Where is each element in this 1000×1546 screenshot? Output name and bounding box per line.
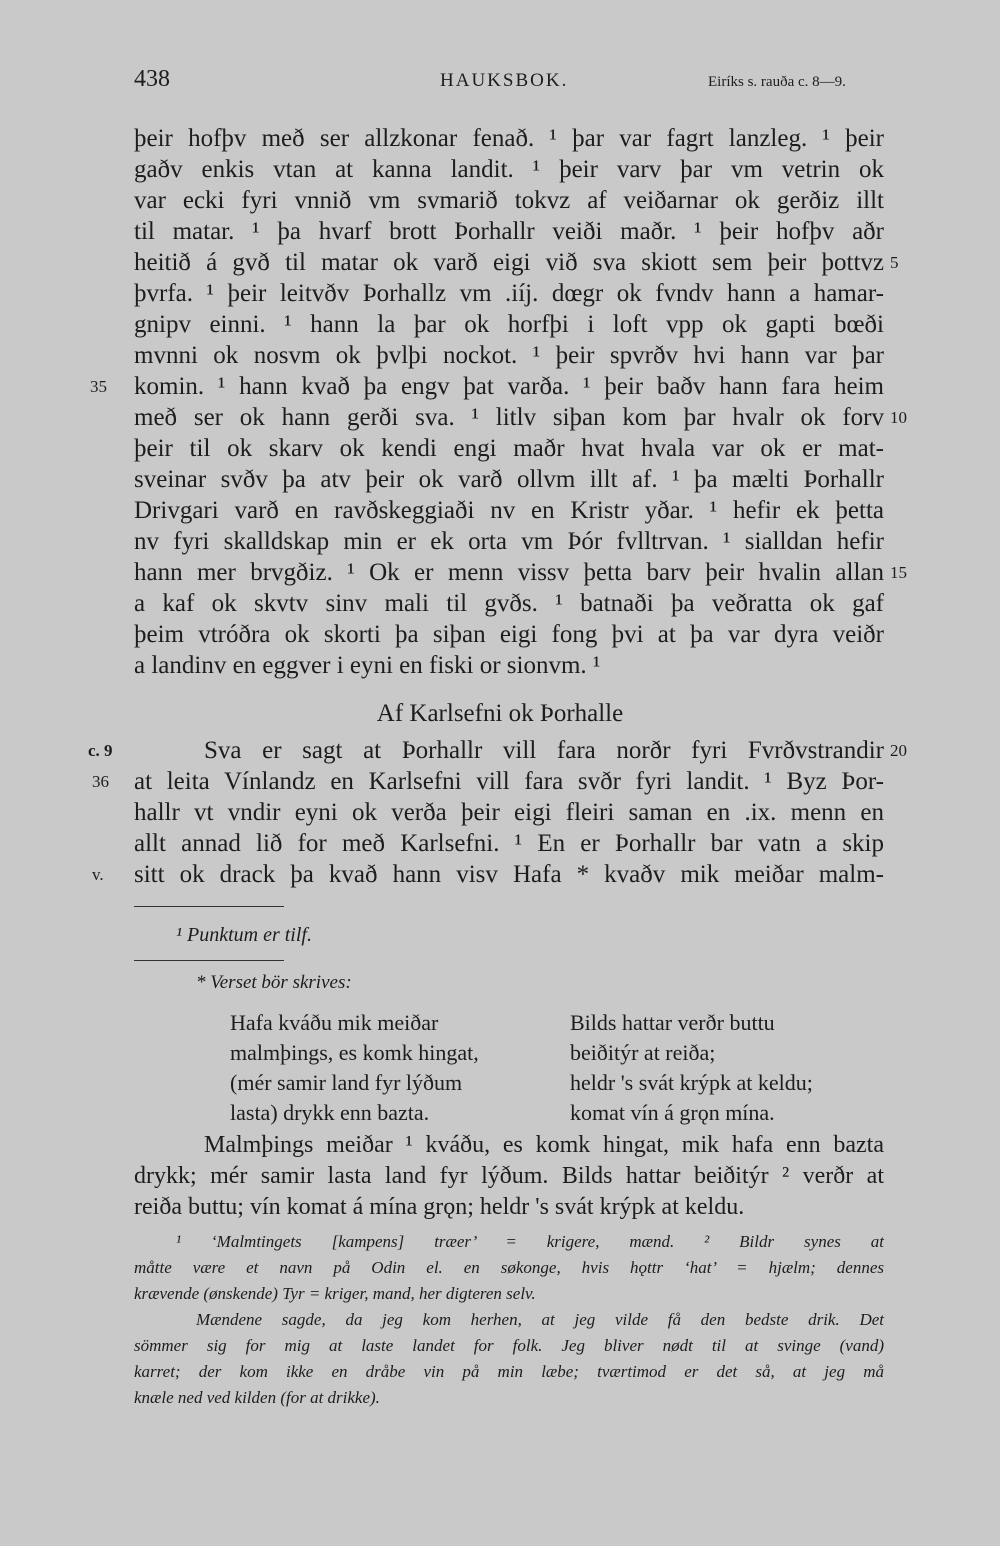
verse-line: beiðitýr at reiða;: [570, 1040, 716, 1065]
section-line: at leita Vínlandz en Karlsefni vill fara svðr fyri landit. ¹ Byz Þor-: [134, 768, 884, 795]
prose-line: drykk; mér samir lasta land fyr lýðum. Bilds hattar beiðitýr ² verðr at: [134, 1163, 884, 1189]
body-line: a kaf ok skvtv sinv mali til gvðs. ¹ batnaði þa veðratta ok gaf: [134, 590, 884, 617]
body-line: nv fyri skalldskap min er ek orta vm Þór fvlltrvan. ¹ sialldan hefir: [134, 528, 884, 555]
prose-line: reiða buttu; vín komat á mína grǫn; heldr 's svát krýpk at keldu.: [134, 1194, 745, 1220]
chapter-reference: Eiríks s. rauða c. 8—9.: [708, 74, 846, 90]
line-number-marker: 20: [890, 741, 907, 760]
line-number-marker: 5: [890, 253, 899, 272]
translation-line: Mændene sagde, da jeg kom herhen, at jeg vilde få den bedste drik. Det: [196, 1310, 884, 1329]
section-line: hallr vt vndir eyni ok verða þeir eigi fleiri saman en .ix. menn en: [134, 799, 884, 826]
body-line: a landinv en eggver i eyni en fiski or sionvm. ¹: [134, 652, 601, 679]
section-line: Sva er sagt at Þorhallr vill fara norðr fyri Fvrðvstrandir: [204, 737, 884, 764]
manuscript-marker: 35: [90, 377, 107, 396]
translation-line: karret; der kom ikke en dråbe vin på min læbe; tværtimod er det så, at jeg må: [134, 1362, 884, 1381]
verse-line: (mér samir land fyr lýðum: [230, 1070, 463, 1095]
body-line: þvrfa. ¹ þeir leitvðv Þorhallz vm .iíj. dœgr ok fvndv hann a hamar-: [134, 280, 884, 307]
body-line: til matar. ¹ þa hvarf brott Þorhallr veiði maðr. ¹ þeir hofþv aðr: [134, 218, 884, 245]
verse-line: heldr 's svát krýpk at keldu;: [570, 1070, 813, 1095]
prose-line: Malmþings meiðar ¹ kváðu, es komk hingat, mik hafa enn bazta: [204, 1132, 884, 1158]
footnote-rule: [134, 960, 284, 961]
section-line: allt annad lið for með Karlsefni. ¹ En er Þorhallr bar vatn a skip: [134, 830, 884, 857]
note-line: krævende (ønskende) Tyr = kriger, mand, her digteren selv.: [134, 1284, 536, 1303]
body-line: var ecki fyri vnnið vm svmarið tokvz af veiðarnar ok gerðiz illt: [134, 187, 884, 214]
body-line: þeir til ok skarv ok kendi engi maðr hvat hvala var ok er mat-: [134, 435, 884, 462]
verse-line: lasta) drykk enn bazta.: [230, 1100, 430, 1125]
body-line: heitið á gvð til matar ok varð eigi við sva skiott sem þeir þottvz: [134, 249, 884, 276]
body-line: Drivgari varð en ravðskeggiaði nv en Kristr yðar. ¹ hefir ek þetta: [134, 497, 884, 524]
body-line: komin. ¹ hann kvað þa engv þat varða. ¹ þeir baðv hann fara heim: [134, 373, 884, 400]
footnote: ¹ Punktum er tilf.: [176, 924, 312, 946]
body-line: sveinar svðv þa atv þeir ok varð ollvm illt af. ¹ þa mælti Þorhallr: [134, 466, 884, 493]
translation-line: knæle ned ved kilden (for at drikke).: [134, 1388, 380, 1407]
body-line: með ser ok hann gerði sva. ¹ litlv siþan kom þar hvalr ok forv: [134, 404, 884, 431]
line-number-marker: 10: [890, 408, 907, 427]
body-line: gnipv einni. ¹ hann la þar ok horfþi i loft vpp ok gapti bœði: [134, 311, 884, 338]
verse-line: Hafa kváðu mik meiðar: [230, 1010, 439, 1035]
verse-note-heading: * Verset bör skrives:: [196, 972, 352, 993]
footnote-rule: [134, 906, 284, 907]
body-line: þeir hofþv með ser allzkonar fenað. ¹ þar var fagrt lanzleg. ¹ þeir: [134, 125, 884, 152]
running-title: HAUKSBOK.: [440, 70, 569, 91]
chapter-marker: c. 9: [88, 741, 113, 760]
line-number-marker: 15: [890, 563, 907, 582]
note-line: ¹ ‘Malmtingets [kampens] træer’ = krigere, mænd. ² Bildr synes at: [176, 1232, 884, 1251]
body-line: mvnni ok nosvm ok þvlþi nockot. ¹ þeir spvrðv hvi hann var þar: [134, 342, 884, 369]
verse-line: Bilds hattar verðr buttu: [570, 1010, 775, 1035]
body-line: þeim vtróðra ok skorti þa siþan eigi fong þvi at þa var dyra veiðr: [134, 621, 884, 648]
verse-marker: v.: [92, 865, 104, 884]
section-line: sitt ok drack þa kvað hann visv Hafa * kvaðv mik meiðar malm-: [134, 861, 884, 888]
body-line: hann mer brvgðiz. ¹ Ok er menn vissv þetta barv þeir hvalin allan: [134, 559, 884, 586]
body-line: gaðv enkis vtan at kanna landit. ¹ þeir varv þar vm vetrin ok: [134, 156, 884, 183]
verse-line: komat vín á grǫn mína.: [570, 1100, 775, 1125]
verse-line: malmþings, es komk hingat,: [230, 1040, 479, 1065]
translation-line: sömmer sig for mig at laste landet for folk. Jeg bliver nødt til at svinge (vand): [134, 1336, 884, 1355]
section-heading: Af Karlsefni ok Þorhalle: [376, 700, 624, 727]
manuscript-marker: 36: [92, 772, 109, 791]
page-number: 438: [134, 66, 170, 92]
note-line: måtte være et navn på Odin el. en søkonge, hvis hǫttr ‘hat’ = hjælm; dennes: [134, 1258, 884, 1277]
